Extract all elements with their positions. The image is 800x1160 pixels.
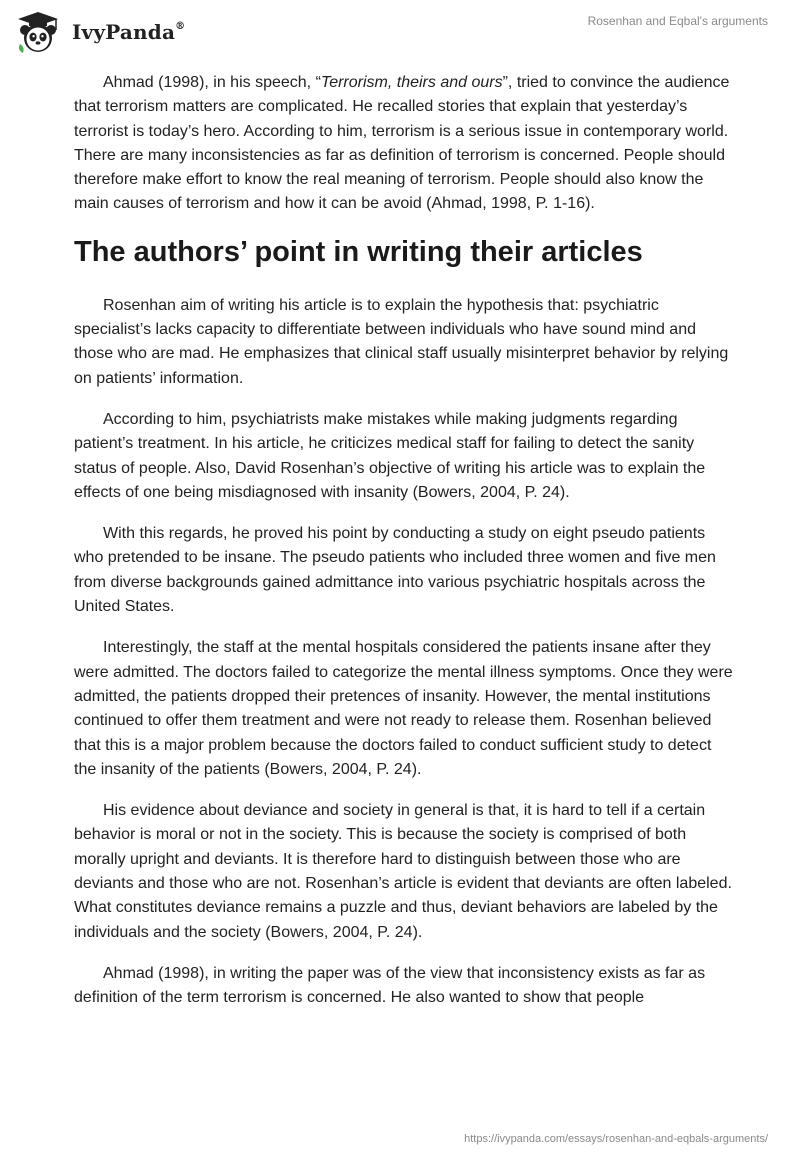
page-header (0, 0, 800, 60)
section-heading: The authors’ point in writing their articles (74, 235, 643, 268)
body-paragraph: According to him, psychiatrists make mistakes while making judgments regarding patient’s treatment. In his article, he criticizes medical staff for failing to detect the sanity status of people. Also, David Rosenhan’s objective of writing his article was to explain the effects of one being misdiagnosed with insanity (Bowers, 2004, P. 24). (74, 410, 706, 501)
source-url-link[interactable]: https://ivypanda.com/essays/rosenhan-and-eqbals-arguments/ (464, 1133, 768, 1145)
body-paragraph: Ahmad (1998), in writing the paper was of the view that inconsistency exists as far as definition of the term terrorism is concerned. He also wanted to show that people (74, 964, 706, 1007)
document-title: Rosenhan and Eqbal's arguments (587, 14, 768, 28)
article-body (74, 71, 734, 1028)
body-paragraph: His evidence about deviance and society in general is that, it is hard to tell if a certain behavior is moral or not in the society. This is because the society is comprised of both morally upright and deviants. It is therefore hard to distinguish between those who are deviants and those who are not. Rosenhan’s article is evident that deviants are often labeled. What constitutes deviance remains a puzzle and thus, deviant behaviors are labeled by the individuals and the society (Bowers, 2004, P. 24). (74, 802, 732, 941)
brand-name: IvyPanda® (72, 20, 186, 44)
brand-logo[interactable] (14, 10, 185, 54)
body-paragraph: Rosenhan aim of writing his article is to explain the hypothesis that: psychiatric specialist’s lacks capacity to differentiate between individuals who have sound mind and those who are mad. He emphasizes that clinical staff usually misinterpret behavior by relying on patients’ information. (74, 296, 729, 387)
speech-title: Terrorism, theirs and ours (320, 74, 503, 91)
panda-graduate-icon (14, 10, 66, 54)
intro-paragraph: Ahmad (1998), in his speech, “Terrorism, theirs and ours”, tried to convince the audience that terrorism matters are complicated. He recalled stories that explain that yesterday’s terrorist is today’s hero. According to him, terrorism is a serious issue in contemporary world. There are many inconsistencies as far as definition of terrorism is concerned. People should therefore make effort to know the real meaning of terrorism. People should also know the main causes of terrorism and how it can be avoid (Ahmad, 1998, P. 1-16). (74, 74, 730, 213)
body-paragraph: With this regards, he proved his point by conducting a study on eight pseudo patients who pretended to be insane. The pseudo patients who included three women and five men from diverse backgrounds gained admittance into various psychiatric hospitals across the United States. (74, 525, 716, 616)
body-paragraph: Interestingly, the staff at the mental hospitals considered the patients insane after they were admitted. The doctors failed to categorize the mental illness symptoms. Once they were admitted, the patients dropped their pretences of insanity. However, the mental institutions continued to offer them treatment and were not ready to release them. Rosenhan believed that this is a major problem because the doctors failed to conduct sufficient study to detect the insanity of the patients (Bowers, 2004, P. 24). (74, 639, 733, 778)
